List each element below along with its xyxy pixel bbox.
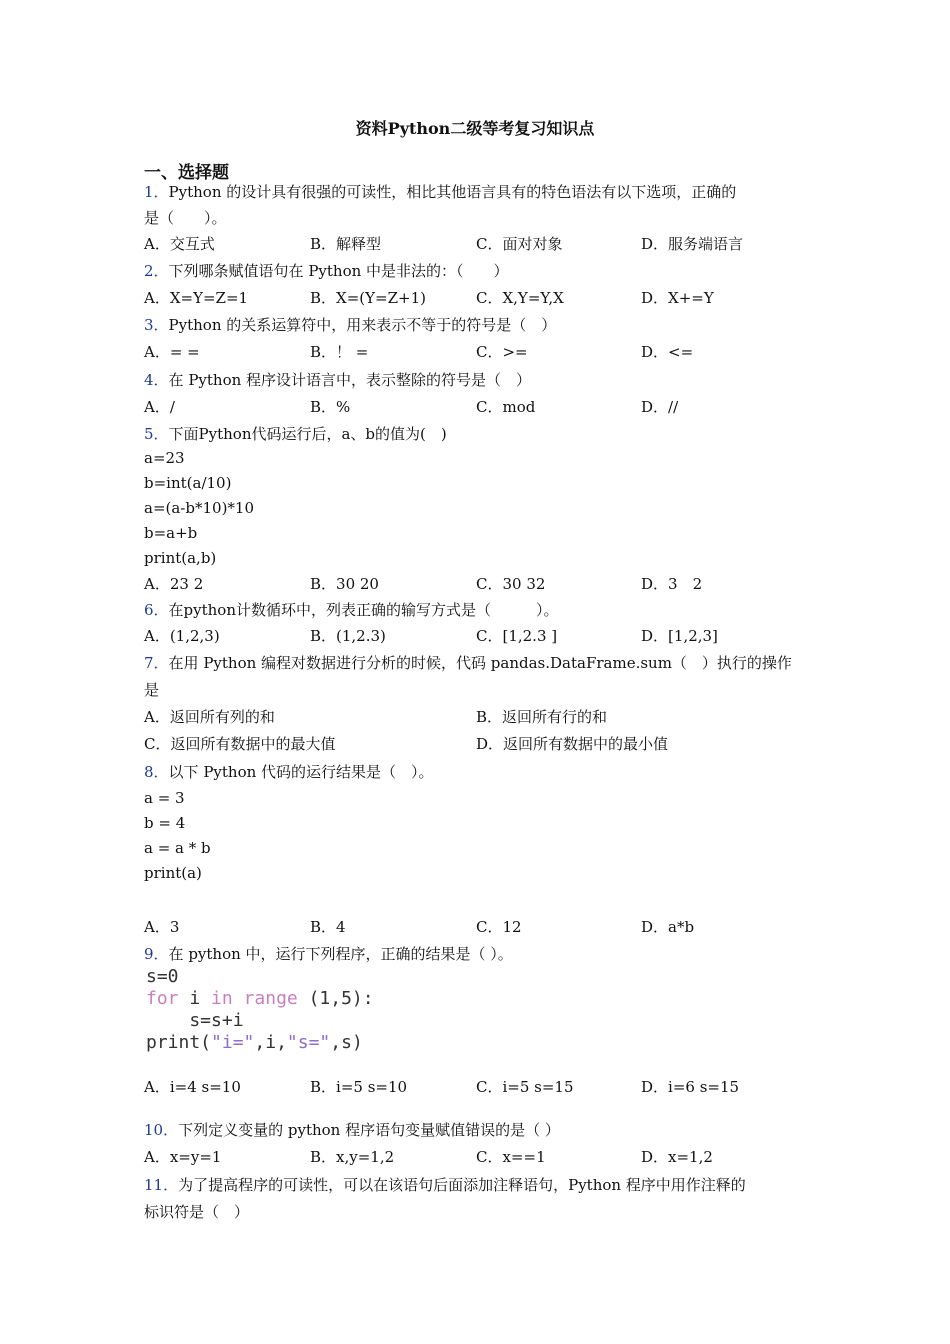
question-text: 下列定义变量的 python 程序语句变量赋值错误的是（ ） (178, 1121, 560, 1139)
question-text: 下列哪条赋值语句在 Python 中是非法的：（ ） (168, 262, 509, 280)
code-token: ,s) (330, 1032, 363, 1053)
question-text: Python 的关系运算符中，用来表示不等于的符号是（ ） (168, 316, 557, 334)
option-d[interactable]: D．3 2 (641, 575, 703, 593)
code-line: s=s+i (146, 1010, 244, 1031)
question-text: 在 Python 程序设计语言中，表示整除的符号是（ ） (168, 371, 532, 389)
option-c[interactable]: C．X,Y=Y,X (476, 289, 564, 307)
question-7 (144, 650, 804, 676)
code-line: s=0 (146, 966, 179, 987)
option-c[interactable]: C．面对对象 (476, 235, 563, 253)
question-1-options (144, 231, 824, 257)
question-number: 3． (144, 316, 169, 334)
option-b[interactable]: B．i=5 s=10 (310, 1078, 408, 1096)
code-line (146, 1032, 376, 1054)
question-number: 10． (144, 1121, 179, 1139)
option-c[interactable]: C．[1,2.3 ] (476, 627, 558, 645)
keyword-for: for (146, 988, 179, 1009)
question-number: 7． (144, 654, 169, 672)
question-7-options-row-1 (144, 704, 824, 730)
option-b[interactable]: B．解释型 (310, 235, 382, 253)
question-11-continued: 标识符是（ ） (144, 1203, 250, 1221)
option-d[interactable]: D．[1,2,3] (641, 627, 718, 645)
option-a[interactable]: A．/ (144, 398, 175, 416)
question-5 (144, 421, 804, 447)
code-token: i (178, 988, 212, 1009)
question-text: 为了提高程序的可读性，可以在该语句后面添加注释语句，Python 程序中用作注释的 (178, 1176, 746, 1194)
option-c[interactable]: C．x==1 (476, 1148, 546, 1166)
question-text: 在 python 中，运行下列程序，正确的结果是（ ）。 (168, 945, 513, 963)
question-text: Python 的设计具有很强的可读性，相比其他语言具有的特色语法有以下选项，正确的 (168, 183, 737, 201)
question-7-continued: 是 (144, 681, 160, 699)
option-b[interactable]: B．% (310, 398, 351, 416)
option-d[interactable]: D．// (641, 398, 679, 416)
option-b[interactable]: B．(1,2.3) (310, 627, 386, 645)
question-10 (144, 1117, 804, 1143)
question-5-options (144, 571, 824, 597)
option-a[interactable]: A．(1,2,3) (144, 627, 220, 645)
code-line: a=(a-b*10)*10 (144, 499, 255, 517)
question-text: 以下 Python 代码的运行结果是（ ）。 (168, 763, 434, 781)
question-number: 4． (144, 371, 169, 389)
option-b[interactable]: B．30 20 (310, 575, 379, 593)
question-number: 5． (144, 425, 169, 443)
question-1 (144, 179, 804, 205)
code-token: print( (146, 1032, 212, 1053)
option-b[interactable]: B．！ = (310, 343, 369, 361)
option-d[interactable]: D．X+=Y (641, 289, 714, 307)
keyword-range: range (243, 988, 298, 1009)
code-line: a = a * b (144, 839, 211, 857)
option-a[interactable]: A．23 2 (144, 575, 204, 593)
option-a[interactable]: A．返回所有列的和 (144, 708, 275, 726)
question-number: 1． (144, 183, 169, 201)
option-b[interactable]: B．返回所有行的和 (476, 708, 608, 726)
option-d[interactable]: D．a*b (641, 918, 695, 936)
option-b[interactable]: B．X=(Y=Z+1) (310, 289, 426, 307)
code-line: b=a+b (144, 524, 198, 542)
code-line: print(a,b) (144, 549, 217, 567)
question-4-options (144, 394, 824, 420)
question-text: 在用 Python 编程对数据进行分析的时候，代码 pandas.DataFrame.sum（ ）执行的操作 (168, 654, 792, 672)
option-d[interactable]: D．x=1,2 (641, 1148, 713, 1166)
section-heading: 一、选择题 (144, 163, 229, 183)
question-2-options (144, 285, 824, 311)
question-1-continued: 是（ ）。 (144, 209, 227, 227)
option-a[interactable]: A．3 (144, 918, 180, 936)
page-title: 资料Python二级等考复习知识点 (355, 119, 595, 138)
question-number: 9． (144, 945, 169, 963)
question-11 (144, 1172, 804, 1198)
option-c[interactable]: C．mod (476, 398, 536, 416)
question-10-options (144, 1144, 824, 1170)
code-token (233, 988, 244, 1009)
question-9-options (144, 1074, 824, 1100)
option-c[interactable]: C．>= (476, 343, 528, 361)
code-line: print(a) (144, 864, 202, 882)
question-9 (144, 941, 804, 967)
option-b[interactable]: B．x,y=1,2 (310, 1148, 395, 1166)
question-8-options (144, 914, 824, 940)
question-8 (144, 759, 804, 785)
question-3-options (144, 339, 824, 365)
option-d[interactable]: D．返回所有数据中的最小值 (476, 735, 669, 753)
question-6-options (144, 623, 824, 649)
question-text: 下面Python代码运行后，a、b的值为( ) (168, 425, 447, 443)
question-4 (144, 367, 804, 393)
question-text: 在python计数循环中，列表正确的输写方式是（ ）。 (168, 601, 559, 619)
code-token: (1,5): (297, 988, 374, 1009)
option-a[interactable]: A．交互式 (144, 235, 215, 253)
question-3 (144, 312, 804, 338)
question-2 (144, 258, 804, 284)
string-literal: "s=" (286, 1032, 331, 1053)
option-c[interactable]: C．12 (476, 918, 522, 936)
question-number: 6． (144, 601, 169, 619)
option-a[interactable]: A．i=4 s=10 (144, 1078, 241, 1096)
code-line: b=int(a/10) (144, 474, 232, 492)
option-a[interactable]: A．x=y=1 (144, 1148, 222, 1166)
option-a[interactable]: A．= = (144, 343, 200, 361)
string-literal: "i=" (211, 1032, 255, 1053)
option-b[interactable]: B．4 (310, 918, 346, 936)
option-d[interactable]: D．服务端语言 (641, 235, 744, 253)
option-d[interactable]: D．<= (641, 343, 694, 361)
question-number: 2． (144, 262, 169, 280)
question-number: 8． (144, 763, 169, 781)
option-c[interactable]: C．i=5 s=15 (476, 1078, 574, 1096)
option-c[interactable]: C．返回所有数据中的最大值 (144, 735, 336, 753)
code-token: ,i, (254, 1032, 287, 1053)
option-a[interactable]: A．X=Y=Z=1 (144, 289, 249, 307)
option-d[interactable]: D．i=6 s=15 (641, 1078, 740, 1096)
option-c[interactable]: C．30 32 (476, 575, 546, 593)
code-line (146, 988, 376, 1010)
question-7-options-row-2 (144, 731, 824, 757)
code-line: a=23 (144, 449, 185, 467)
code-line: b = 4 (144, 814, 186, 832)
question-number: 11． (144, 1176, 179, 1194)
code-screenshot (146, 966, 376, 1058)
code-line: a = 3 (144, 789, 185, 807)
question-6 (144, 597, 804, 623)
keyword-in: in (211, 988, 233, 1009)
